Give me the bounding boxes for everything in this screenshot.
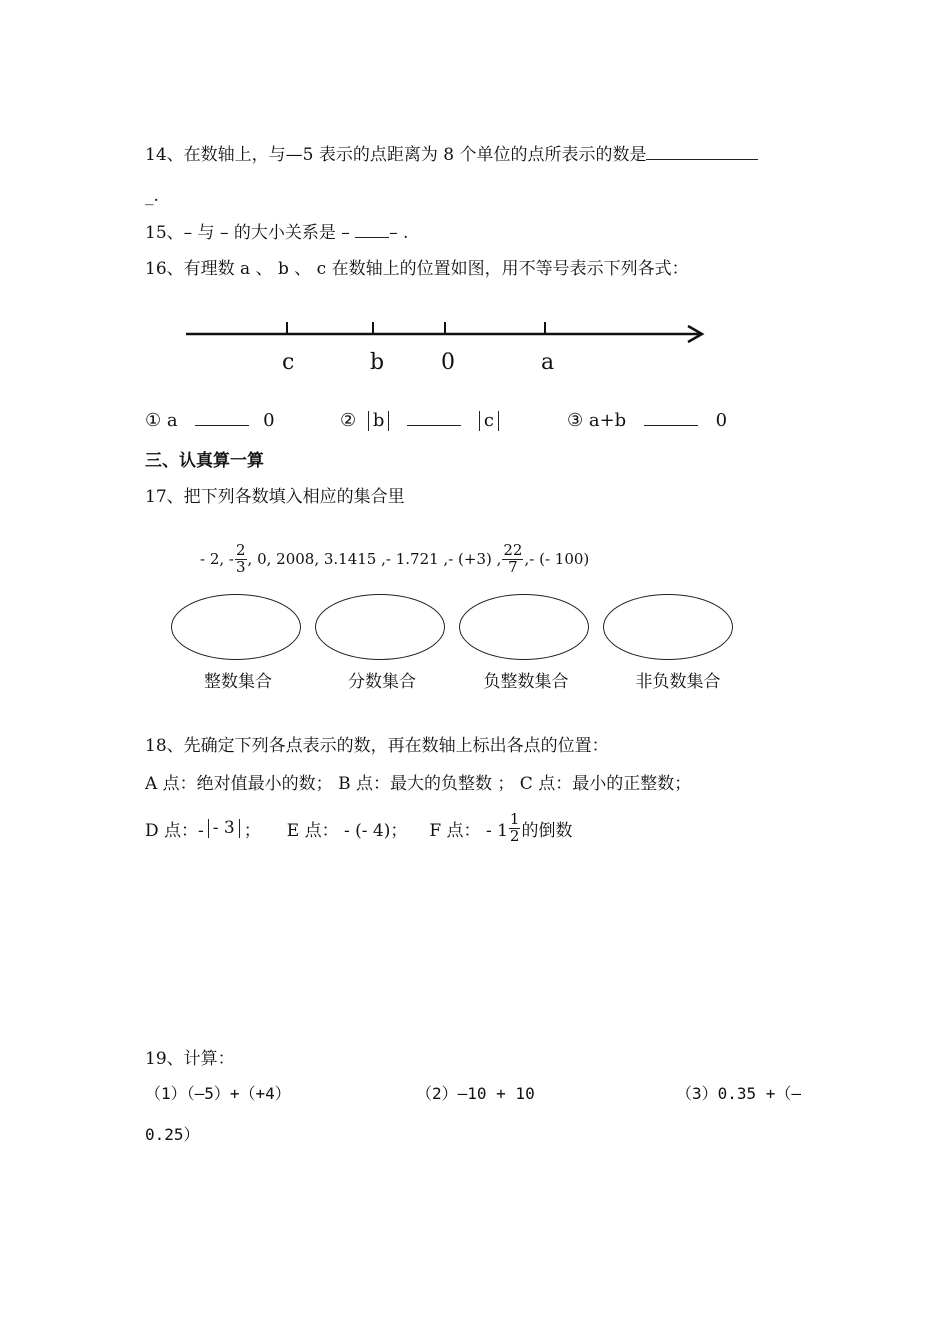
set-ellipse-fractions[interactable] [315, 594, 445, 660]
question-17-text: 17、把下列各数填入相应的集合里 [145, 487, 405, 507]
answer-blank [195, 411, 249, 426]
question-15-text: 15、– 与 – 的大小关系是 – [145, 223, 350, 243]
set-label-nonnegative: 非负数集合 [635, 672, 721, 692]
answer-blank [407, 411, 461, 426]
question-18-text: 18、先确定下列各点表示的数，再在数轴上标出各点的位置： [145, 736, 609, 756]
item-3-zero: 0 [715, 410, 728, 431]
fraction-22-7 [502, 543, 523, 576]
point-f-label: F 点： - 1 [429, 820, 508, 841]
item-1 [145, 410, 275, 431]
axis-label-c: c [282, 350, 295, 375]
point-d-label: D 点：- [145, 820, 204, 841]
question-14 [145, 140, 758, 165]
fraction-denominator: 7 [508, 557, 518, 576]
number-list-part-a: - 2, - [200, 550, 234, 569]
set-label-integers: 整数集合 [204, 672, 272, 692]
answer-blank [644, 411, 698, 426]
fraction-numerator: 1 [509, 810, 520, 828]
abs-neg-3-value: - 3 [212, 817, 235, 838]
fraction-numerator: 22 [503, 541, 523, 559]
question-18-line3 [145, 812, 572, 845]
item-1-zero: 0 [263, 410, 275, 431]
item-3 [567, 410, 727, 431]
question-15-end: – . [389, 223, 409, 243]
item-1-label: ① a [145, 410, 178, 431]
number-list-part-c: ,- (- 100) [524, 550, 590, 569]
point-e-text: E 点： - (- 4)； [286, 820, 408, 841]
axis-label-a: a [541, 350, 555, 375]
question-15 [145, 218, 408, 243]
answer-blank [646, 145, 758, 160]
question-16-text: 16、有理数 a 、 b 、 c 在数轴上的位置如图，用不等号表示下列各式： [145, 259, 689, 279]
point-f-end: 的倒数 [521, 820, 573, 841]
calc-item-1: （1）（—5）+（+4） [145, 1084, 291, 1103]
abs-neg-3 [208, 819, 240, 838]
fraction-denominator: 3 [235, 557, 246, 576]
set-ellipse-nonnegative[interactable] [603, 594, 733, 660]
abs-b-value: b [372, 410, 385, 431]
number-list [200, 543, 589, 576]
axis-label-0: 0 [441, 350, 455, 375]
set-label-fractions: 分数集合 [348, 672, 416, 692]
calc-item-3: （3）0.35 +（— [676, 1084, 802, 1103]
abs-c [479, 411, 499, 431]
question-19-text: 19、计算： [145, 1049, 235, 1069]
fraction-numerator: 2 [235, 541, 246, 559]
item-2 [340, 410, 499, 431]
question-18-line2: A 点：绝对值最小的数； B 点：最大的负整数 ； C 点：最小的正整数； [145, 774, 692, 794]
question-14-cont: _. [145, 186, 159, 206]
calc-item-2: （2）—10 + 10 [416, 1084, 535, 1103]
section-3-title: 三、认真算一算 [145, 451, 264, 471]
calc-item-3-cont: 0.25） [145, 1125, 200, 1144]
item-3-label: ③ a+b [567, 410, 627, 431]
answer-blank [355, 223, 389, 238]
set-ellipse-negative-integers[interactable] [459, 594, 589, 660]
abs-c-value: c [483, 410, 494, 431]
number-list-part-b: , 0, 2008, 3.1415 ,- 1.721 ,- (+3) , [247, 550, 502, 569]
point-d-end: ； [243, 820, 261, 841]
fraction-two-thirds [235, 543, 247, 576]
fraction-denominator: 2 [509, 826, 520, 845]
axis-label-b: b [370, 350, 385, 375]
question-14-text: 14、在数轴上，与—5 表示的点距离为 8 个单位的点所表示的数是 [145, 145, 647, 165]
set-label-negative-integers: 负整数集合 [483, 672, 569, 692]
fraction-one-half [509, 812, 521, 845]
set-ellipse-integers[interactable] [171, 594, 301, 660]
abs-b [368, 411, 390, 431]
item-2-label: ② [340, 410, 357, 431]
